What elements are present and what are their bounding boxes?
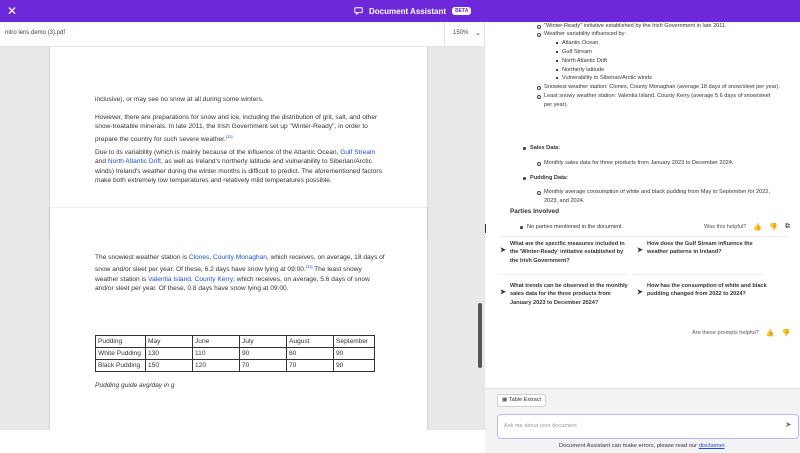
suggested-prompt-text: How has the consumption of white and black pudding changed from 2022 to 2024? [647,283,767,298]
table-extract-label: Table Extract [508,397,542,403]
feedback-label: Are these prompts helpful? [692,330,759,336]
paragraph [95,148,385,186]
ask-input-placeholder: Ask me about your document [504,423,577,429]
table-cell: 110 [193,348,240,360]
link-clones[interactable]: Clones [188,254,210,261]
citation-link[interactable]: [33] [305,264,313,270]
table-cell: White Pudding [96,348,146,360]
suggested-prompt[interactable] [500,240,630,265]
feedback-row [704,223,790,231]
app-title-group [354,3,471,19]
paragraph-text: However, there are preparations for snow and ice, including the distribution of grit, salt, and other snow-treatable minerals. In late 2011, the Irish Government set up "Winter-Ready", in order to prepare the country for such severe weather. [95,114,378,143]
text-cursor [485,224,486,233]
viewer-scrollbar[interactable] [476,47,484,430]
paragraph-text: ; which receives, on average, 5.6 days of snow and/or sleet per year. Of these, 0.8 days have snow lying at 09:00. [95,276,370,293]
summary-item-continuation: per year). [544,102,568,108]
table-header-cell: June [193,336,240,348]
table-icon: ▦ [502,397,508,403]
table-cell: 90 [334,348,375,360]
disclaimer-suffix: . [724,443,727,449]
app-title: Document Assistant [369,6,447,16]
table-header-cell: Pudding [96,336,146,348]
zoom-value: 150% [453,30,469,36]
table-row [96,348,375,360]
table-cell: 120 [193,360,240,372]
paragraph [95,253,385,294]
pdf-page [50,208,427,430]
copy-icon[interactable]: ⧉ [784,223,790,230]
summary-item: No parties mentioned in the document. [527,224,624,230]
table-cell: Black Pudding [96,360,146,372]
paragraph-text: The least snowy weather station is [95,266,362,283]
suggested-prompt[interactable] [637,240,767,257]
suggested-prompt-text: What trends can be observed in the monthly sales data for the three products from January 2023 to December 2024? [510,283,628,306]
summary-item: Monthly sales data for three products from January 2023 to December 2024. [544,160,734,166]
paragraph-text: and [95,158,108,166]
prompts-feedback-row [692,329,790,337]
table-header-row [96,336,375,348]
paragraph-text: , [190,276,195,283]
factor-item: Northerly latitude [562,67,605,73]
summary-item: Least snowy weather station: Valentia Island, County Kerry (average 5.6 days of snow/sleet [544,93,771,99]
suggested-prompt-text: How does the Gulf Stream influence the weather patterns in Ireland? [647,241,753,256]
suggested-prompt[interactable] [500,282,630,307]
link-county-monaghan[interactable]: County Monaghan [213,254,267,261]
ask-input[interactable] [497,414,799,439]
send-icon[interactable]: ➤ [785,420,792,429]
summary-item: Snowiest weather station: Clones, County Monaghan (average 18 days of snow/sleet per year). [544,84,780,90]
parties-heading: Parties Involved [510,208,560,215]
zoom-select[interactable] [444,22,485,46]
table-cell: 90 [334,360,375,372]
link-gulf-stream[interactable]: Gulf Stream [340,149,376,156]
paragraph [95,113,385,144]
disclaimer-link[interactable]: disclaimer [698,443,725,449]
feedback-label: Was this helpful? [704,224,747,230]
table-cell: 150 [146,360,193,372]
table-header-cell: September [334,336,375,348]
paragraph-text: The snowiest weather station is [95,254,189,261]
summary-item-continuation: 2023, and 2024. [544,198,585,204]
table-header-cell: July [240,336,287,348]
factor-item: Gulf Stream [562,49,592,55]
send-arrow-icon: ➤ [500,289,506,296]
section-divider [633,274,763,275]
suggested-prompt[interactable] [637,282,767,299]
paragraph-text: Due to its variability (which is mainly because of the influence of the Atlantic Ocean, [95,149,341,156]
table-header-cell: August [287,336,334,348]
thumbs-up-icon[interactable]: 👍 [753,224,763,231]
table-row [96,360,375,372]
close-icon[interactable]: ✕ [7,4,18,18]
disclaimer [485,443,800,449]
link-county-kerry[interactable]: County Kerry [194,276,234,283]
file-name: nitro lens demo (3).pdf [5,30,66,36]
pudding-table [95,335,375,372]
pdf-viewer[interactable] [0,47,484,430]
table-caption: Pudding guide avg/day in g [95,382,175,389]
assistant-chat-icon [354,7,363,15]
scrollbar-thumb[interactable] [478,303,482,368]
send-arrow-icon: ➤ [637,289,643,296]
assistant-panel [485,22,800,449]
factor-item: North Atlantic Drift [562,58,608,64]
composer-area [485,388,800,453]
send-arrow-icon: ➤ [500,247,506,254]
section-divider [499,274,627,275]
table-cell: 130 [146,348,193,360]
suggested-prompt-text: What are the specific measures included in the 'Winter-Ready' initiative established by the Irish Government? [510,241,625,264]
link-valentia-island[interactable]: Valentia Island [148,276,191,283]
factor-item: Atlantic Ocean [562,40,599,46]
paragraph: inclusive), or may see no snow at all during some winters. [95,96,264,103]
paragraph-text: , [209,254,214,261]
summary-item: Weather variability influenced by: [544,31,626,37]
thumbs-down-icon[interactable]: 👎 [781,330,791,337]
paragraph-text: , as well as Ireland's northerly latitude and vulnerability to Siberian/Arctic winds) Ireland's weather during the winter months is difficult to predict. The aforementioned factors make both extremely low temperatures and relatively mild temperatures possible. [95,158,382,185]
table-cell: 90 [240,348,287,360]
section-divider [499,236,789,237]
summary-item: "Winter-Ready" initiative established by the Irish Government in late 2011. [544,23,727,29]
thumbs-down-icon[interactable]: 👎 [769,224,778,231]
summary-item: Monthly average consumption of white and black pudding from May to September for 2022, [544,189,771,195]
chevron-down-icon: ⌄ [475,30,481,37]
table-cell: 70 [287,360,334,372]
factor-item: Vulnerability to Siberian/Arctic winds [562,75,652,81]
send-arrow-icon: ➤ [637,247,643,254]
table-header-cell: May [146,336,193,348]
beta-badge: BETA [452,7,471,15]
link-north-atlantic-drift[interactable]: North Atlantic Drift [107,158,161,166]
sales-heading: Sales Data: [530,145,561,151]
pudding-heading: Pudding Data: [530,175,568,181]
citation-link[interactable]: [32] [225,133,233,139]
table-cell: 80 [287,348,334,360]
table-cell: 70 [240,360,287,372]
disclaimer-text: Document Assistant can make errors, please read our [558,443,699,449]
table-extract-button[interactable] [497,394,546,407]
thumbs-up-icon[interactable]: 👍 [765,330,775,337]
paragraph-text: , which receives, on average, 18 days of snow and/or sleet per year. Of these, 6.2 days have snow lying at 09:00. [95,254,385,274]
app-header [0,0,800,22]
document-toolbar [0,22,484,47]
